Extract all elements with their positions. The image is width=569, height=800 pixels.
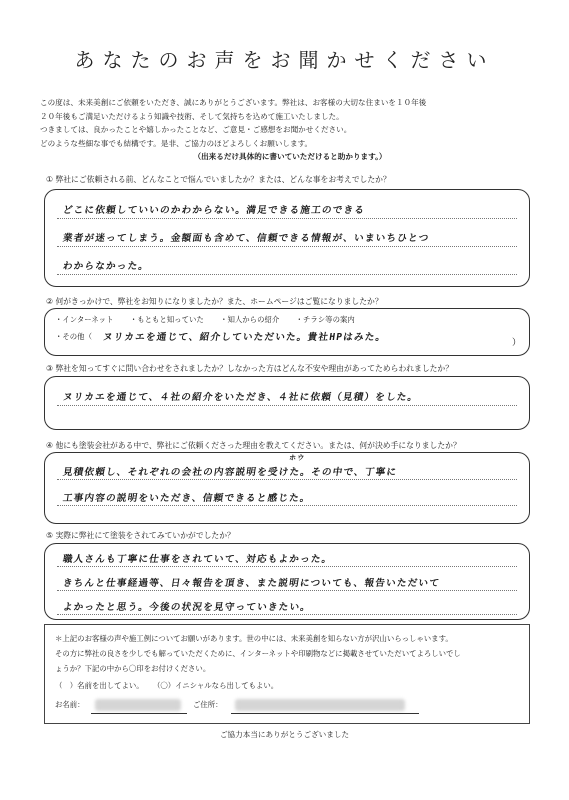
answer-box-3 <box>44 376 530 430</box>
close-paren: ） <box>511 338 521 348</box>
question-3: ③ 弊社を知ってすぐに問い合わせをされましたか？しなかった方はどんな不安や理由があってためらわれましたか？ <box>46 364 454 373</box>
question-5: ⑤ 実際に弊社にて塗装をされてみていかがでしたか？ <box>46 531 235 540</box>
question-4: ④ 他にも塗装会社がある中で、弊社にご依頼くださった理由を教えてください。または、何が決め手になりましたか？ <box>46 441 461 450</box>
consent-text: その方に弊社の良さを少しでも解っていただくために、インターネットや印刷物などに掲載させていただいてよろしいでし <box>55 649 461 658</box>
consent-box <box>44 624 530 724</box>
answer-box-4 <box>44 452 530 524</box>
question-2: ② 何がきっかけで、弊社をお知りになりましたか？また、ホームページはご覧になりましたか？ <box>46 297 383 306</box>
answer-line <box>57 590 517 591</box>
answer-box-1 <box>44 189 530 287</box>
name-underline <box>91 713 187 714</box>
answer-text: 見積依頼し、それぞれの会社の内容説明を受けた。その中で、丁寧に <box>62 467 398 478</box>
answer-text: ヌリカエを通じて、４社の紹介をいただき、４社に依頼（見積）をした。 <box>62 392 420 403</box>
intro-line: この度は、未来美創にご依頼をいただき、誠にありがとうございます。弊社は、お客様の大切な住まいを１０年後 <box>40 98 427 107</box>
option-referral: ・知人からの紹介 <box>220 315 280 324</box>
answer-box-2 <box>44 308 530 356</box>
answer-line <box>57 505 517 506</box>
address-underline <box>231 713 419 714</box>
option-internet: ・インターネット <box>55 315 114 324</box>
answer-text: 工事内容の説明をいただき、信頼できると感じた。 <box>62 493 312 504</box>
answer-text: どこに依頼していいのかわからない。満足できる施工のできる <box>62 205 366 216</box>
option-flyer: ・チラシ等の案内 <box>295 315 355 324</box>
answer-line <box>57 274 517 275</box>
answer-text: ヌリカエを通じて、紹介していただいた。貴社HPはみた。 <box>102 332 388 343</box>
intro-line: どのような些細な事でも結構です。是非、ご協力のほどよろしくお願いします。 <box>40 138 313 148</box>
question-1: ① 弊社にご依頼される前、どんなことで悩んでいましたか？または、どんな事をお考えでしたか？ <box>46 175 391 184</box>
intro-line: つきましては、良かったことや嬉しかったことなど、ご意見・ご感想をお聞かせください。 <box>40 125 352 135</box>
answer-line <box>57 405 517 406</box>
intro-line: ２０年後もご満足いただけるよう知識や技術、そして気持ちを込めて施工いたしました。 <box>40 111 344 121</box>
choice-initial: （〇）イニシャルなら出してもよい。 <box>153 681 279 690</box>
intro-text <box>40 96 540 164</box>
answer-line <box>57 614 517 615</box>
address-redacted <box>235 699 405 711</box>
choice-name: （ ）名前を出してよい。 <box>55 681 144 690</box>
option-known: ・もともと知っていた <box>129 315 204 324</box>
answer-line <box>57 479 517 480</box>
intro-note: （出来るだけ具体的に書いていただけると助かります。） <box>193 152 387 162</box>
footer-thanks: ご協力本当にありがとうございました <box>219 730 350 739</box>
option-other-label: ・その他（ <box>55 332 92 341</box>
answer-line <box>57 246 517 247</box>
name-label: お名前： <box>55 700 85 709</box>
answer-text: 職人さんも丁寧に仕事をされていて、対応もよかった。 <box>62 554 334 565</box>
answer-text: よかったと思う。今後の状況を見守っていきたい。 <box>62 602 312 613</box>
name-redacted <box>95 699 181 711</box>
page-title: あなたのお声をお聞かせください <box>74 48 495 72</box>
answer-text: 業者が迷ってしまう。金額面も含めて、信頼できる情報が、いまいちひとつ <box>62 233 431 244</box>
consent-text: ょうか？下記の中から〇印をお付けください。 <box>55 664 211 673</box>
option-list <box>55 314 369 325</box>
answer-text: わからなかった。 <box>62 261 150 272</box>
answer-text: きちんと仕事経過等、日々報告を頂き、また説明についても、報告いただいて <box>62 578 441 589</box>
answer-line <box>57 566 517 567</box>
address-label: ご住所： <box>193 700 223 709</box>
annotation-text: ホウ <box>288 454 306 462</box>
consent-text: ＊上記のお客様の声や施工例についてお願いがあります。世の中には、未来美創を知らない方が沢山いらっしゃいます。 <box>55 634 453 643</box>
answer-line <box>57 218 517 219</box>
option-other <box>55 331 106 342</box>
answer-box-5 <box>44 543 530 620</box>
